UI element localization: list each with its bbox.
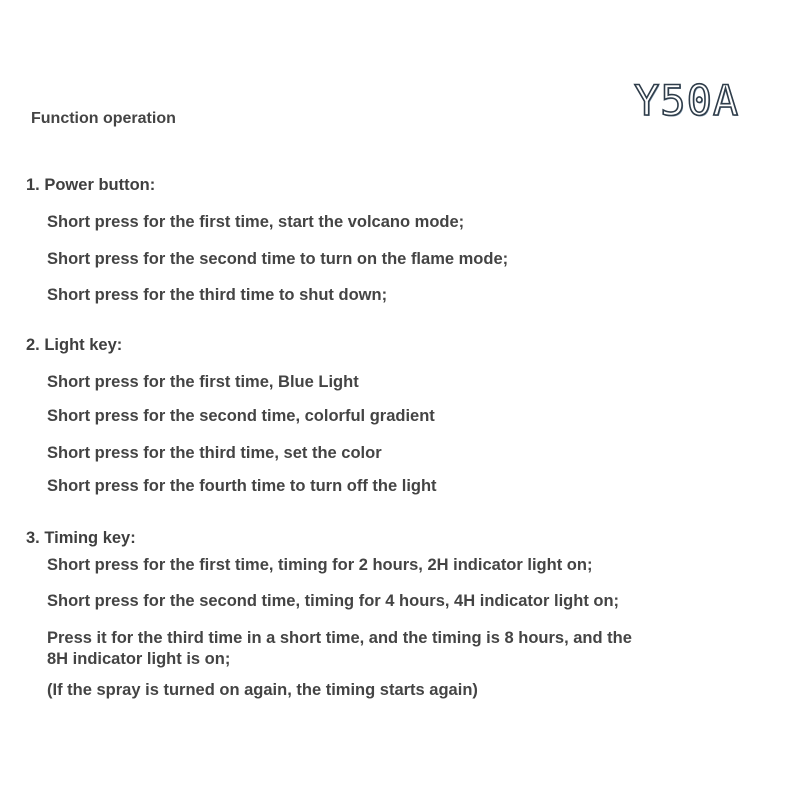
power-line-2: Short press for the second time to turn on the flame mode; (47, 250, 509, 268)
page-title: Function operation (31, 110, 176, 127)
model-logo: Y50A (634, 76, 740, 125)
section-heading-power: 1. Power button: (26, 176, 156, 194)
light-line-1: Short press for the first time, Blue Light (47, 373, 359, 391)
light-line-4: Short press for the fourth time to turn off the light (47, 477, 437, 495)
light-line-3: Short press for the third time, set the color (47, 444, 382, 462)
section-heading-light: 2. Light key: (26, 336, 123, 354)
section-heading-timing: 3. Timing key: (26, 529, 136, 547)
timing-line-3: Press it for the third time in a short time, and the timing is 8 hours, and the 8H indicator light is on; (47, 629, 632, 668)
power-line-1: Short press for the first time, start the volcano mode; (47, 213, 465, 231)
timing-line-1: Short press for the first time, timing for 2 hours, 2H indicator light on; (47, 556, 593, 574)
light-line-2: Short press for the second time, colorful gradient (47, 407, 435, 425)
timing-line-4: (If the spray is turned on again, the timing starts again) (47, 681, 478, 699)
timing-line-2: Short press for the second time, timing for 4 hours, 4H indicator light on; (47, 592, 620, 610)
power-line-3: Short press for the third time to shut down; (47, 286, 388, 304)
